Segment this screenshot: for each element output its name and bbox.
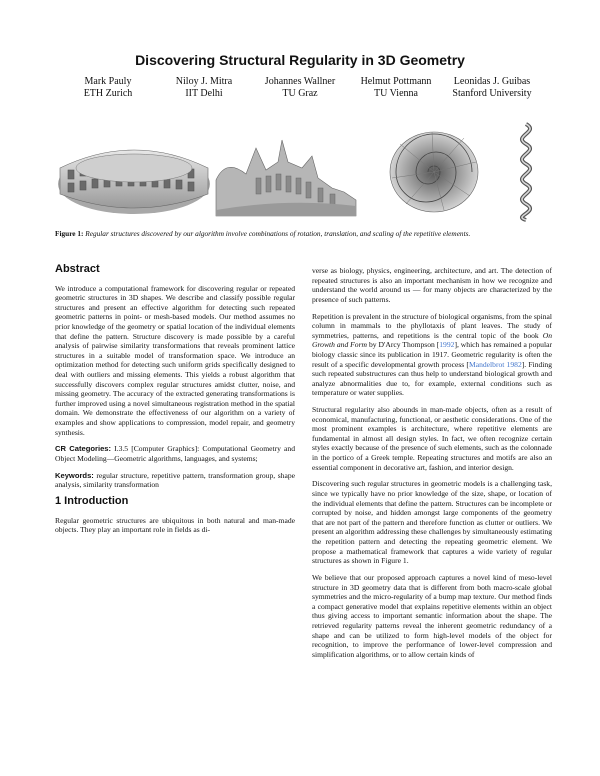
author-list bbox=[60, 76, 540, 100]
author-entry bbox=[348, 76, 444, 100]
helix-model bbox=[522, 124, 530, 220]
citation-link[interactable]: 1992 bbox=[439, 340, 455, 350]
author-affiliation: TU Graz bbox=[282, 88, 318, 99]
paragraph: Discovering such regular structures in geometric models is a challenging task, since we typically have no prior knowledge of the size, shape, or location of the individual elements that define the pattern. Structures can be incomplete or corrupted by noise, and hidden amongst large components of the geometry that are not part of the pattern and therefore function as clutter or outliers. We present an algorithm addressing these challenges by simultaneously estimating the repetition pattern and detecting the repeating geometric element. We propose a mathematical framework that captures a wide variety of regular structures as shown in Figure 1. bbox=[312, 479, 552, 566]
cr-categories-label: CR Categories: bbox=[55, 444, 112, 454]
citation-link[interactable]: Mandelbrot 1982 bbox=[468, 359, 522, 369]
author-name: Helmut Pottmann bbox=[360, 76, 432, 87]
cr-categories bbox=[55, 444, 295, 463]
figure-caption bbox=[55, 229, 545, 239]
introduction-heading: 1 Introduction bbox=[55, 495, 129, 508]
keywords-text: regular structure, repetitive pattern, transformation group, shape analysis, similarity transformation bbox=[55, 470, 295, 490]
paragraph bbox=[312, 312, 552, 398]
author-entry bbox=[60, 76, 156, 100]
abstract-heading: Abstract bbox=[55, 263, 100, 275]
keywords bbox=[55, 471, 295, 490]
paragraph: Structural regularity also abounds in man-made objects, often as a result of economical, manufacturing, functional, or aesthetic considerations. One of the most prominent examples is architecture, where repetitive elements are fundamental in almost all design styles. In fact, we often recognize certain styles exactly because of the presence of such elements, such as the colonnade in the portico of a Greek temple. Repeating structures and motifs are also an essential component in decorative art, fashion, and interior design. bbox=[312, 405, 552, 472]
paragraph-text: ], which has remained a popular biology classic since its publication in 1917. Geometric regularity is often the result of a specific developmental growth process [ bbox=[312, 340, 552, 369]
cathedral-model bbox=[216, 140, 356, 216]
author-name: Niloy J. Mitra bbox=[175, 76, 233, 87]
paragraph-text: ]. Finding such repeated substructures can thus help to understand biological growth and analyze abnormalities due to, for example, external conditions such as temperature or water supplies. bbox=[312, 359, 552, 398]
author-affiliation: Stanford University bbox=[452, 88, 532, 99]
cr-categories-text: I.3.5 [Computer Graphics]: Computational Geometry and Object Modeling—Geometric algorithms, languages, and systems; bbox=[55, 444, 296, 463]
colosseum-model bbox=[58, 150, 210, 214]
introduction-body: Regular geometric structures are ubiquitous in both natural and man-made objects. They play an important role in fields as di- bbox=[55, 515, 295, 535]
author-name: Johannes Wallner bbox=[264, 76, 336, 87]
paragraph-text: by D'Arcy Thompson [ bbox=[367, 340, 440, 350]
keywords-label: Keywords: bbox=[55, 470, 94, 480]
paper-title: Discovering Structural Regularity in 3D Geometry bbox=[135, 52, 465, 68]
author-entry bbox=[444, 76, 540, 100]
author-affiliation: ETH Zurich bbox=[83, 88, 133, 99]
author-entry bbox=[252, 76, 348, 100]
right-column bbox=[312, 266, 552, 667]
nautilus-shell-model bbox=[390, 132, 478, 212]
abstract-body: We introduce a computational framework for discovering regular or repeated geometric structures in 3D shapes. We describe and classify possible regular structures and present an effective algorithm for detecting such repeated geometric patterns in point- or mesh-based models. Our method assumes no prior knowledge of the geometry or spatial location of the individual elements that define the pattern. Structure discovery is made possible by a careful analysis of pairwise similarity transformations that reveals prominent lattice structures in a suitable model of transformation space. We introduce an optimization method for detecting such uniform grids specifically designed to deal with outliers and missing elements. This yields a robust algorithm that successfully discovers complex regular structures amidst clutter, noise, and missing geometry. The accuracy of the extracted generating transformations is further improved using a novel simultaneous registration method in the spatial domain. We demonstrate the effectiveness of our algorithm on a variety of examples and show applications to compression, model repair, and geometry synthesis. bbox=[55, 283, 295, 437]
paragraph: verse as biology, physics, engineering, architecture, and art. The detection of repeated structures is also an important mechanism in how we recognize and understand the world around us — for many objects are characterized by the presence of such patterns. bbox=[312, 266, 552, 304]
author-affiliation: IIT Delhi bbox=[185, 88, 223, 99]
paragraph-text: Repetition is prevalent in the structure of biological organisms, from the spinal column in mammals to the phyllotaxis of plant leaves. The study of symmetries, patterns, and repetitions is the central topic of the book bbox=[312, 311, 552, 340]
author-name: Leonidas J. Guibas bbox=[453, 76, 531, 87]
figure-caption-text: Regular structures discovered by our algorithm involve combinations of rotation, translation, and scaling of the repetitive elements. bbox=[85, 229, 471, 238]
author-name: Mark Pauly bbox=[84, 76, 132, 87]
figure-1-renderings bbox=[56, 118, 546, 222]
paragraph: We believe that our proposed approach captures a novel kind of meso-level structure in 3D geometry data that is different from both macro-scale global symmetries and the micro-regularity of a bump map texture. Our method finds a compact generative model that explains repetitive elements within an object thus giving access to important semantic information about the shape. The retrieved regularity patterns reveal the inherent geometric redundancy of a shape and can be utilized to form high-level models of the object for recognition, to improve the performance of lower-level compression and simplification algorithms, or to allow certain kinds of bbox=[312, 572, 552, 659]
figure-label: Figure 1: bbox=[55, 229, 84, 238]
author-entry bbox=[156, 76, 252, 100]
book-title: On Growth and Form bbox=[312, 330, 552, 350]
author-affiliation: TU Vienna bbox=[374, 88, 418, 99]
left-column bbox=[55, 263, 295, 542]
